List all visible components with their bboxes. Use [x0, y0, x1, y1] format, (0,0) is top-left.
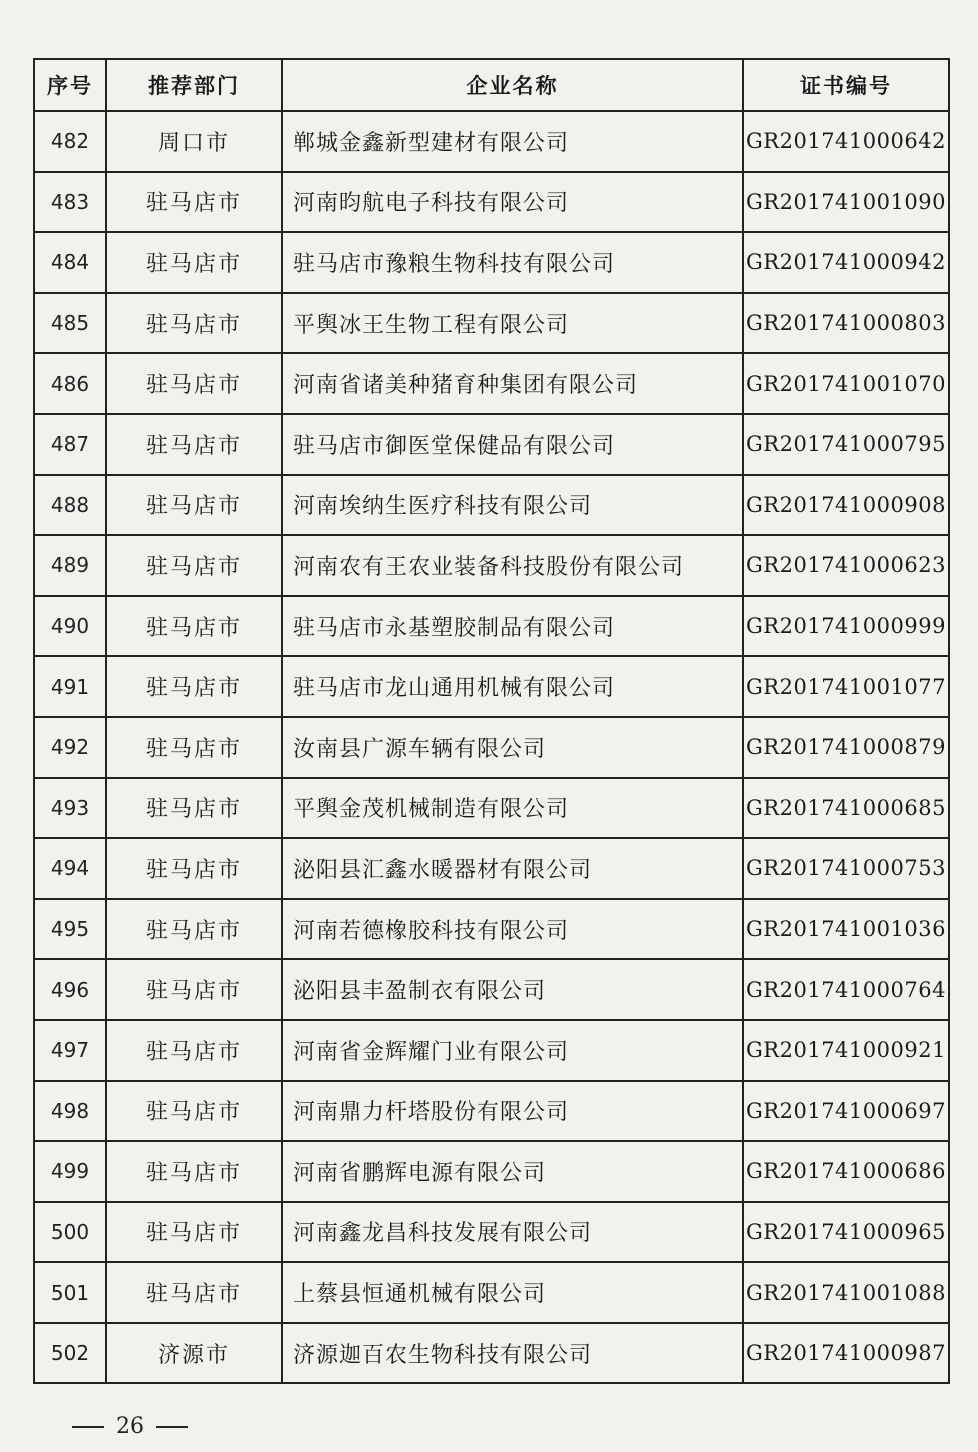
cell-dept: 驻马店市 — [106, 656, 282, 717]
cell-cert: GR201741001070 — [743, 353, 949, 414]
cell-cert: GR201741000685 — [743, 778, 949, 839]
cell-name: 河南省金辉耀门业有限公司 — [282, 1020, 743, 1081]
table-row — [34, 1081, 949, 1142]
table-row — [34, 475, 949, 536]
cell-no: 491 — [34, 656, 106, 717]
page-number: 26 — [116, 1414, 144, 1439]
cell-no: 501 — [34, 1262, 106, 1323]
cell-no: 488 — [34, 475, 106, 536]
enterprise-table — [33, 58, 950, 1384]
cell-dept: 驻马店市 — [106, 717, 282, 778]
cell-cert: GR201741000987 — [743, 1323, 949, 1384]
cell-cert: GR201741000642 — [743, 111, 949, 172]
cell-name: 驻马店市永基塑胶制品有限公司 — [282, 596, 743, 657]
table-header — [34, 59, 949, 111]
cell-no: 498 — [34, 1081, 106, 1142]
table-row — [34, 838, 949, 899]
cell-dept: 驻马店市 — [106, 475, 282, 536]
cell-dept: 周口市 — [106, 111, 282, 172]
cell-name: 驻马店市豫粮生物科技有限公司 — [282, 232, 743, 293]
header-row — [34, 59, 949, 111]
cell-name: 平舆金茂机械制造有限公司 — [282, 778, 743, 839]
cell-dept: 驻马店市 — [106, 353, 282, 414]
cell-cert: GR201741001036 — [743, 899, 949, 960]
cell-cert: GR201741000795 — [743, 414, 949, 475]
cell-no: 482 — [34, 111, 106, 172]
cell-dept: 济源市 — [106, 1323, 282, 1384]
cell-name: 汝南县广源车辆有限公司 — [282, 717, 743, 778]
cell-dept: 驻马店市 — [106, 838, 282, 899]
cell-cert: GR201741000908 — [743, 475, 949, 536]
cell-cert: GR201741001077 — [743, 656, 949, 717]
cell-dept: 驻马店市 — [106, 293, 282, 354]
table-row — [34, 656, 949, 717]
cell-cert: GR201741000942 — [743, 232, 949, 293]
footer-dash-left — [72, 1426, 104, 1428]
table-body — [34, 111, 949, 1383]
cell-name: 河南省鹏辉电源有限公司 — [282, 1141, 743, 1202]
cell-no: 485 — [34, 293, 106, 354]
cell-no: 496 — [34, 959, 106, 1020]
cell-cert: GR201741000803 — [743, 293, 949, 354]
cell-dept: 驻马店市 — [106, 172, 282, 233]
table-row — [34, 959, 949, 1020]
cell-name: 河南省诸美种猪育种集团有限公司 — [282, 353, 743, 414]
table-row — [34, 717, 949, 778]
cell-name: 郸城金鑫新型建材有限公司 — [282, 111, 743, 172]
cell-dept: 驻马店市 — [106, 1141, 282, 1202]
cell-no: 486 — [34, 353, 106, 414]
table-row — [34, 1262, 949, 1323]
table-row — [34, 232, 949, 293]
table-row — [34, 353, 949, 414]
cell-cert: GR201741000753 — [743, 838, 949, 899]
enterprise-table-container — [33, 58, 948, 1384]
cell-cert: GR201741000879 — [743, 717, 949, 778]
cell-no: 483 — [34, 172, 106, 233]
table-row — [34, 1141, 949, 1202]
cell-no: 497 — [34, 1020, 106, 1081]
cell-no: 499 — [34, 1141, 106, 1202]
cell-no: 495 — [34, 899, 106, 960]
cell-no: 500 — [34, 1202, 106, 1263]
table-row — [34, 414, 949, 475]
cell-cert: GR201741000686 — [743, 1141, 949, 1202]
cell-cert: GR201741001088 — [743, 1262, 949, 1323]
cell-name: 河南昀航电子科技有限公司 — [282, 172, 743, 233]
cell-no: 494 — [34, 838, 106, 899]
cell-dept: 驻马店市 — [106, 535, 282, 596]
table-row — [34, 111, 949, 172]
cell-cert: GR201741000623 — [743, 535, 949, 596]
cell-dept: 驻马店市 — [106, 1262, 282, 1323]
cell-cert: GR201741000764 — [743, 959, 949, 1020]
cell-cert: GR201741000965 — [743, 1202, 949, 1263]
cell-name: 河南若德橡胶科技有限公司 — [282, 899, 743, 960]
cell-no: 492 — [34, 717, 106, 778]
table-row — [34, 596, 949, 657]
cell-name: 河南农有王农业装备科技股份有限公司 — [282, 535, 743, 596]
cell-dept: 驻马店市 — [106, 414, 282, 475]
table-row — [34, 1323, 949, 1384]
cell-name: 泌阳县汇鑫水暖器材有限公司 — [282, 838, 743, 899]
cell-cert: GR201741000999 — [743, 596, 949, 657]
table-row — [34, 1020, 949, 1081]
table-row — [34, 1202, 949, 1263]
cell-name: 河南鼎力杆塔股份有限公司 — [282, 1081, 743, 1142]
cell-name: 河南鑫龙昌科技发展有限公司 — [282, 1202, 743, 1263]
cell-no: 489 — [34, 535, 106, 596]
table-row — [34, 778, 949, 839]
table-row — [34, 172, 949, 233]
table-row — [34, 535, 949, 596]
cell-no: 502 — [34, 1323, 106, 1384]
header-dept: 推荐部门 — [106, 59, 282, 111]
header-name: 企业名称 — [282, 59, 743, 111]
cell-dept: 驻马店市 — [106, 899, 282, 960]
table-row — [34, 899, 949, 960]
cell-no: 484 — [34, 232, 106, 293]
header-no: 序号 — [34, 59, 106, 111]
cell-no: 487 — [34, 414, 106, 475]
cell-dept: 驻马店市 — [106, 1020, 282, 1081]
footer-dash-right — [156, 1426, 188, 1428]
cell-name: 驻马店市御医堂保健品有限公司 — [282, 414, 743, 475]
cell-name: 济源迦百农生物科技有限公司 — [282, 1323, 743, 1384]
cell-dept: 驻马店市 — [106, 959, 282, 1020]
cell-no: 493 — [34, 778, 106, 839]
cell-cert: GR201741001090 — [743, 172, 949, 233]
cell-name: 驻马店市龙山通用机械有限公司 — [282, 656, 743, 717]
cell-dept: 驻马店市 — [106, 596, 282, 657]
cell-dept: 驻马店市 — [106, 1081, 282, 1142]
cell-cert: GR201741000921 — [743, 1020, 949, 1081]
cell-name: 河南埃纳生医疗科技有限公司 — [282, 475, 743, 536]
cell-dept: 驻马店市 — [106, 778, 282, 839]
table-row — [34, 293, 949, 354]
cell-dept: 驻马店市 — [106, 1202, 282, 1263]
cell-cert: GR201741000697 — [743, 1081, 949, 1142]
page-footer — [60, 1414, 200, 1439]
cell-no: 490 — [34, 596, 106, 657]
cell-name: 平舆冰王生物工程有限公司 — [282, 293, 743, 354]
cell-name: 上蔡县恒通机械有限公司 — [282, 1262, 743, 1323]
header-cert: 证书编号 — [743, 59, 949, 111]
cell-dept: 驻马店市 — [106, 232, 282, 293]
cell-name: 泌阳县丰盈制衣有限公司 — [282, 959, 743, 1020]
